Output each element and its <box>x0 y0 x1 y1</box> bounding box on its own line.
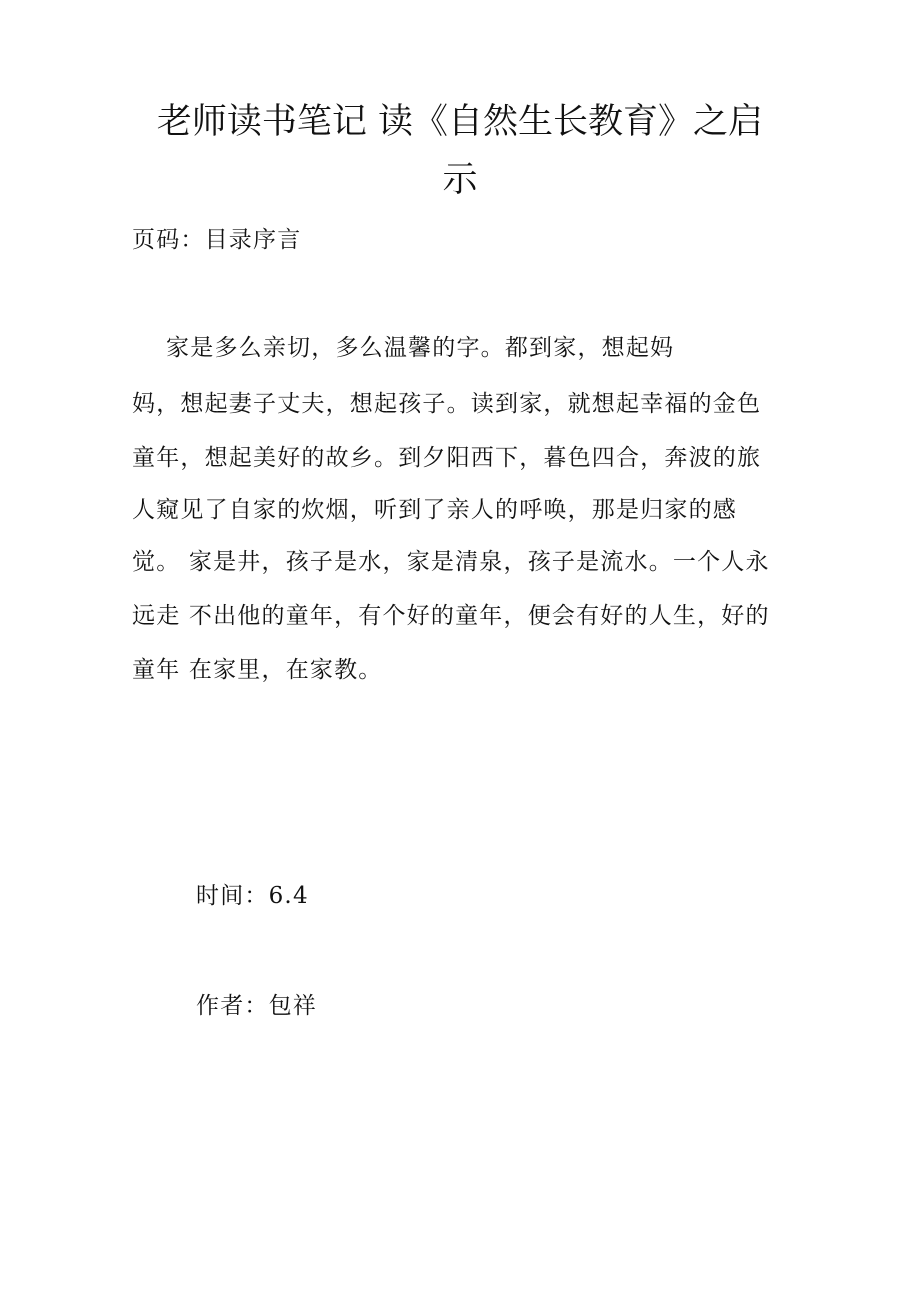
time-label: 时间：6.4 <box>196 883 309 909</box>
document-title-line-2: 示 <box>442 160 478 200</box>
body-line-5: 觉。 家是井，孩子是水，家是清泉，孩子是流水。一个人永 <box>132 549 770 575</box>
body-line-4: 人窥见了自家的炊烟，听到了亲人的呼唤，那是归家的感 <box>132 497 737 523</box>
body-line-1: 家是多么亲切，多么温馨的字。都到家，想起妈 <box>132 335 675 361</box>
author-label: 作者：包祥 <box>196 993 317 1019</box>
body-line-6: 远走 不出他的童年，有个好的童年，便会有好的人生，好的 <box>132 603 770 629</box>
body-line-7: 童年 在家里，在家教。 <box>132 657 383 683</box>
document-title-line-1: 老师读书笔记 读《自然生长教育》之启 <box>156 102 764 142</box>
body-line-2: 妈，想起妻子丈夫，想起孩子。读到家，就想起幸福的金色 <box>132 391 762 417</box>
body-line-3: 童年，想起美好的故乡。到夕阳西下，暮色四合，奔波的旅 <box>132 445 762 471</box>
page-reference: 页码：目录序言 <box>132 227 302 253</box>
